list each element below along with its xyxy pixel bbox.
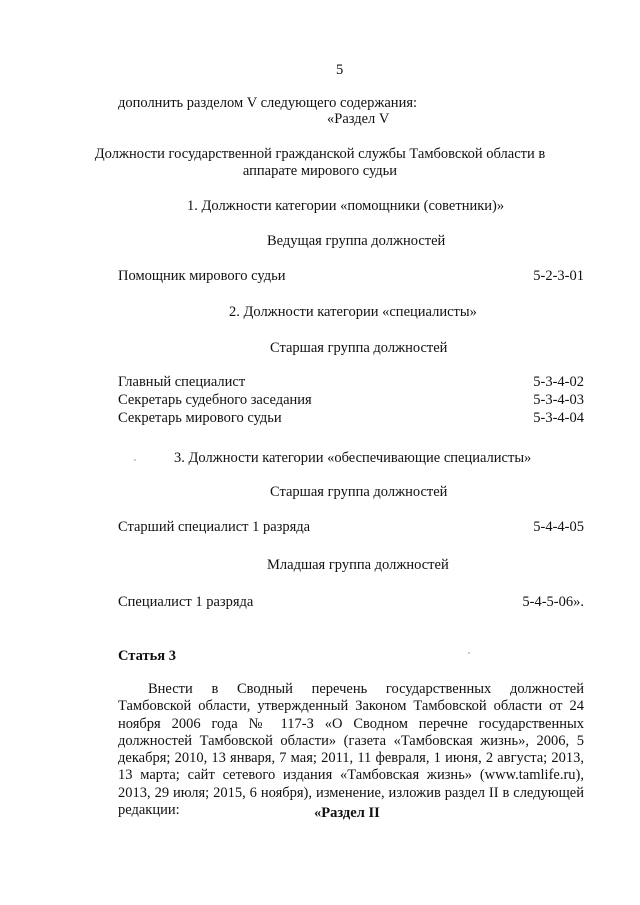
article-3-paragraph-block [118,681,584,819]
category-3-group-2-title: Младшая группа должностей [267,557,449,573]
article-3-paragraph: Внести в Сводный перечень государственных должностей Тамбовской области, утвержденный Законом Тамбовской области от 24 ноября 2006 года № 117-З «О Сводном перечне государственных должностей Тамбовской области» (газета «Тамбовская жизнь», 2006, 5 декабря; 2010, 13 января, 7 мая; 2011, 11 февраля, 1 июня, 2 августа; 2013, 13 марта; сайт сетевого издания «Тамбовская жизнь» (www.tamlife.ru), 2013, 29 июля; 2015, 6 ноября), изменение, изложив раздел II в следующей редакции: [118,681,584,819]
position-code: 5-4-4-05 [533,519,584,535]
position-name: Старший специалист 1 разряда [118,519,311,535]
category-2-title: 2. Должности категории «специалисты» [229,304,477,320]
position-name: Специалист 1 разряда [118,594,254,610]
position-code: 5-4-5-06». [522,594,584,610]
position-row [118,391,584,409]
position-name: Главный специалист [118,374,246,390]
scan-speck [468,652,470,654]
position-row [118,593,584,611]
category-3-group-1-title: Старшая группа должностей [270,484,448,500]
section-v-title-line1: Должности государственной гражданской службы Тамбовской области в [94,146,546,162]
position-row [118,267,584,285]
article-3-heading: Статья 3 [118,648,176,664]
category-1-title: 1. Должности категории «помощники (советники)» [187,198,505,214]
position-code: 5-3-4-04 [533,410,584,426]
position-row [118,373,584,391]
position-code: 5-3-4-02 [533,374,584,390]
position-code: 5-2-3-01 [533,268,584,284]
position-code: 5-3-4-03 [533,392,584,408]
category-2-group-1-title: Старшая группа должностей [270,340,448,356]
position-row [118,518,584,536]
category-3-title: 3. Должности категории «обеспечивающие специалисты» [174,450,532,466]
position-name: Секретарь мирового судьи [118,410,282,426]
position-name: Секретарь судебного заседания [118,392,312,408]
page-number: 5 [336,62,344,78]
intro-line: дополнить разделом V следующего содержания: [118,95,418,111]
position-name: Помощник мирового судьи [118,268,286,284]
category-1-group-1-title: Ведущая группа должностей [267,233,446,249]
scan-speck [134,459,136,461]
position-row [118,409,584,427]
section-v-title-line2: аппарате мирового судьи [242,163,398,179]
section-ii-heading: «Раздел II [314,805,380,821]
section-v-heading: «Раздел V [327,111,390,127]
